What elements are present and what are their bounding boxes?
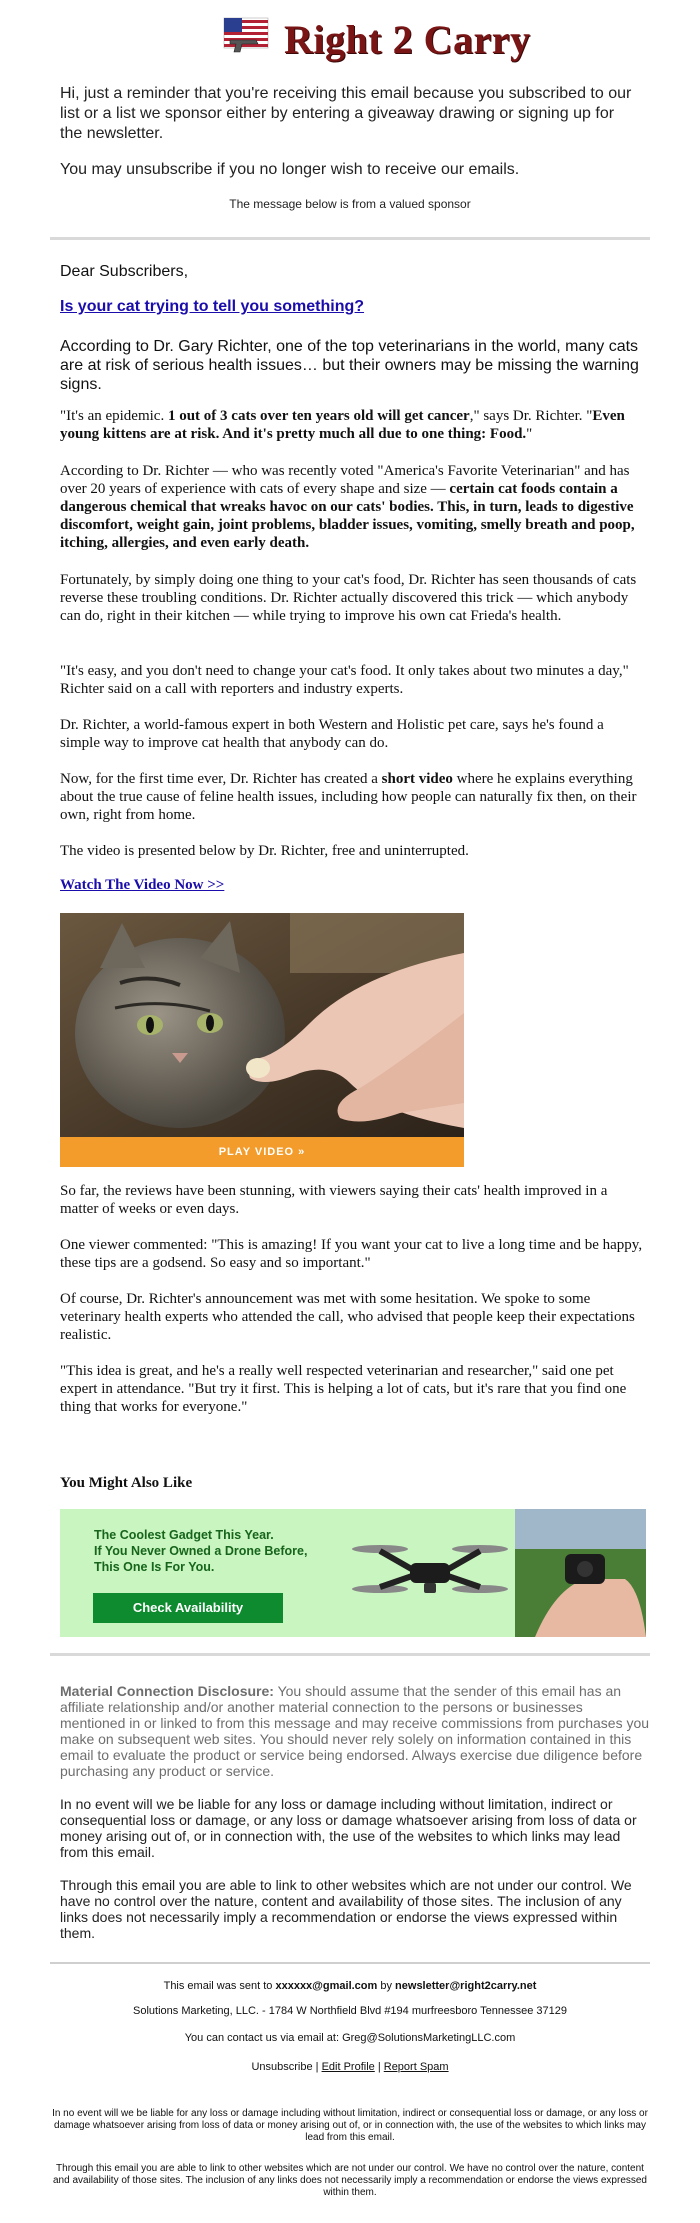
ad-headline [94,1527,334,1575]
sent-to-line [0,1980,700,1993]
disclosure-text: You should assume that the sender of this email has an affiliate relationship and/or another material connection to the persons or businesses mentioned in or linked to from this message and may receive commissions from purchases you make on subsequent web sites. You should never rely solely on information contained in this email to evaluate the product or service being endorsed. Always exercise due diligence before purchasing any product or service. [60,1683,650,1779]
text: " [526,426,533,442]
liability-notice: In no event will we be liable for any loss or damage including without limitation, indirect or consequential loss or damage, or any loss or damage whatsoever arising from loss of data or money arising out of, or in connection with, the use of the websites to which links may lead from this email. [60,1796,637,1860]
paragraph-presented: The video is presented below by Dr. Richter, free and uninterrupted. [60,843,469,859]
check-availability-button[interactable]: Check Availability [93,1593,283,1623]
video-thumbnail[interactable] [60,913,464,1167]
drone-photo-image [515,1509,646,1637]
text: According to Dr. Richter — who was recently voted "America's Favorite Veterinarian" and has over 20 years of experience with cats of every shape and size — [60,463,630,497]
ad-headline-line: The Coolest Gadget This Year. [94,1528,274,1542]
divider [50,237,650,240]
paragraph-expert-quote: "This idea is great, and he's a really well respected veterinarian and researcher," said one pet expert in attendance. "But try it first. This is helping a lot of cats, but it's rare that you find one thing that works for everyone." [60,1363,627,1415]
company-address: Solutions Marketing, LLC. - 1784 W Northfield Blvd #194 murfreesboro Tennessee 37129 [133,2005,567,2017]
divider [50,1962,650,1964]
emphasis: certain cat foods contain a dangerous chemical that wreaks havoc on our cats' bodies. This, in turn, leads to digestive discomfort, weight gain, joint problems, bladder issues, vomiting, smelly breath and poop, itching, allergies, and even early death. [60,481,635,551]
subscription-reminder: Hi, just a reminder that you're receiving this email because you subscribed to our list or a list we sponsor either by entering a giveaway drawing or signing up for the newsletter. [60,85,632,142]
headline-link[interactable] [60,298,645,316]
paragraph-fortunately: Fortunately, by simply doing one thing to your cat's food, Dr. Richter has seen thousands of cats reverse these troubling conditions. Dr. Richter actually discovered this trick — which anybody can do, right in their kitchen — while trying to improve his own cat Frieda's health. [60,572,637,624]
sponsor-note: The message below is from a valued sponsor [229,197,471,211]
disclosure-label: Material Connection Disclosure: [60,1683,274,1699]
greeting: Dear Subscribers, [60,263,189,280]
recipient-email: xxxxxx@gmail.com [275,1980,378,1992]
paragraph-dr-richter [60,462,645,552]
paragraph-reviews: So far, the reviews have been stunning, with viewers saying their cats' health improved in a matter of weeks or even days. [60,1183,608,1217]
play-video-button[interactable]: PLAY VIDEO » [60,1137,464,1167]
external-links-notice: Through this email you are able to link to other websites which are not under our control. We have no control over the nature, content and availability of those sites. The inclusion of any links does not necessarily imply a recommendation or endorse the views expressed within them. [60,1877,632,1941]
headline-link-text[interactable]: Is your cat trying to tell you something? [60,298,365,315]
emphasis: Even young kittens are at risk. And it's pretty much all due to one thing: Food. [60,408,625,442]
text: Now, for the first time ever, Dr. Richter has created a [60,771,382,787]
separator: | [374,2061,384,2073]
sender-email: newsletter@right2carry.net [395,1980,537,1992]
drone-ad-banner[interactable] [60,1509,646,1637]
also-like-heading: You Might Also Like [60,1475,193,1491]
ad-headline-line: If You Never Owned a Drone Before, [94,1544,308,1558]
text: "It's an epidemic. [60,408,168,424]
site-logo[interactable] [222,8,531,74]
paragraph-quote: "It's easy, and you don't need to change your cat's food. It only takes about two minutes a day," Richter said on a call with reporters and industry experts. [60,663,629,697]
unsubscribe-note: You may unsubscribe if you no longer wish to receive our emails. [60,161,520,178]
unsubscribe-link[interactable]: Unsubscribe [251,2061,313,2073]
emphasis: 1 out of 3 cats over ten years old will get cancer [167,408,470,424]
edit-profile-link[interactable]: Edit Profile [321,2061,375,2073]
text: ," says Dr. Richter. " [469,408,593,424]
cat-photo-image [60,913,464,1137]
flag-gun-logo-icon [222,14,272,56]
contact-line: You can contact us via email at: Greg@SolutionsMarketingLLC.com [184,2032,516,2044]
paragraph-hesitation: Of course, Dr. Richter's announcement was met with some hesitation. We spoke to some veterinary health experts who attended the call, who advised that people keep their expectations realistic. [60,1291,635,1343]
watch-video-link-text[interactable]: Watch The Video Now >> [60,877,225,893]
ad-headline-line: This One Is For You. [94,1560,215,1574]
text: where he explains everything about the true cause of feline health issues, including how people can naturally fix then, on their own, right from home. [60,771,637,823]
logo-text: Right 2 Carry [284,17,531,62]
material-disclosure [60,1683,650,1779]
paragraph-video-intro [60,770,645,824]
paragraph-expert: Dr. Richter, a world-famous expert in both Western and Holistic pet care, says he's found a simple way to improve cat health that anybody can do. [60,717,604,751]
footer-links [0,2061,700,2074]
footer-liability: In no event will we be liable for any loss or damage including without limitation, indirect or consequential loss or damage, or any loss or damage whatsoever arising from loss of data or money arising out of, or in connection with, the use of the websites to which links may lead from this email. [52,2108,648,2143]
emphasis: short video [381,771,453,787]
footer-external: Through this email you are able to link to other websites which are not under our control. We have no control over the nature, content and availability of those sites. The inclusion of any links does not necessarily imply a recommendation or endorse the views expressed within them. [52,2163,647,2198]
lead-paragraph: According to Dr. Gary Richter, one of the top veterinarians in the world, many cats are at risk of serious health issues… but their owners may be missing the warning signs. [60,338,639,393]
report-spam-link[interactable]: Report Spam [383,2061,449,2073]
drone-icon [350,1531,510,1621]
paragraph-viewer-comment: One viewer commented: "This is amazing! If you want your cat to live a long time and be happy, these tips are a godsend. So easy and so important." [60,1237,643,1271]
text: by [377,1980,396,1992]
divider [50,1653,650,1656]
paragraph-epidemic [60,407,645,443]
watch-video-link[interactable] [60,877,645,894]
separator: | [312,2061,322,2073]
text: This email was sent to [163,1980,276,1992]
